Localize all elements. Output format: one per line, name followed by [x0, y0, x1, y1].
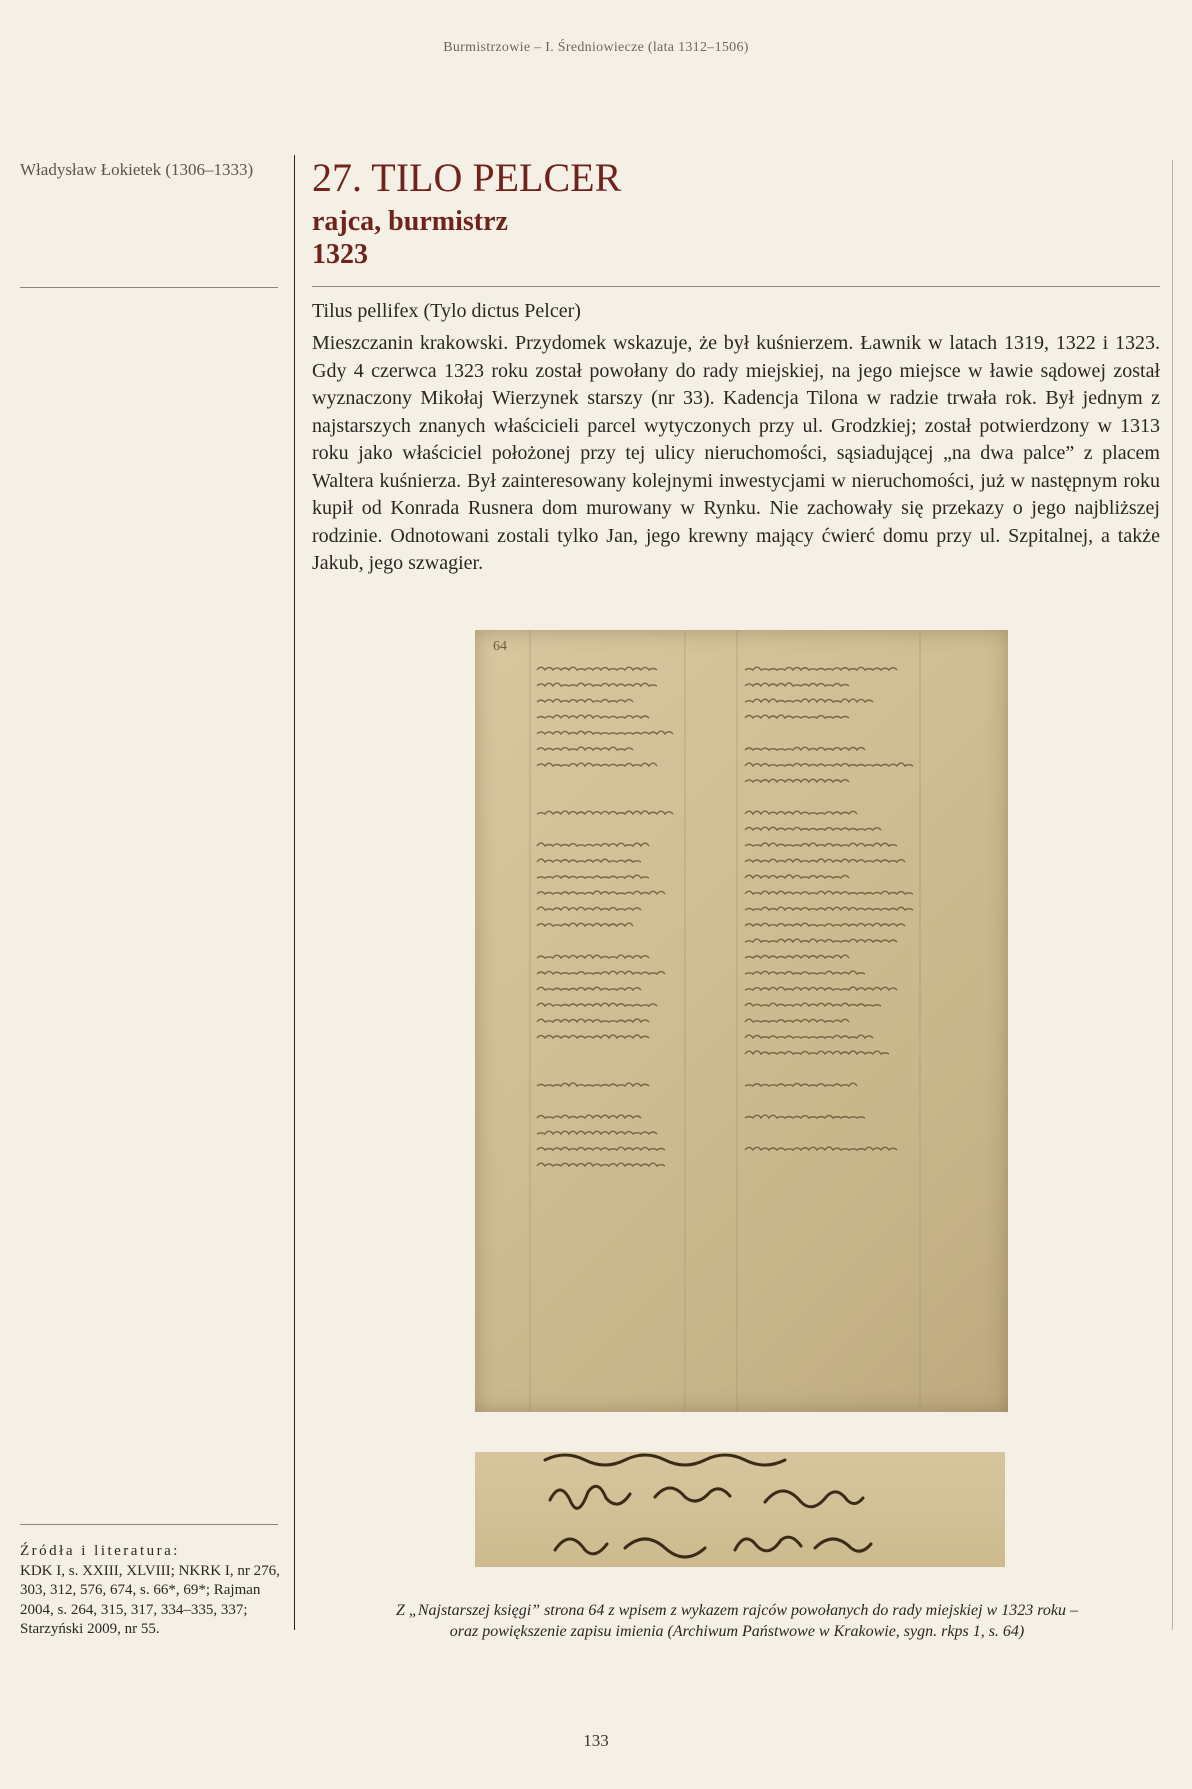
- handwriting-line: [745, 939, 897, 942]
- handwriting-line: [745, 1019, 849, 1022]
- handwriting-line: [745, 843, 897, 846]
- handwriting-line: [537, 1019, 649, 1022]
- handwriting-line: [745, 1051, 889, 1054]
- running-head: Burmistrzowie – I. Średniowiecze (lata 1312–1506): [443, 40, 749, 55]
- handwriting-line: [537, 715, 649, 718]
- handwriting-line: [745, 763, 913, 766]
- manuscript-drawing: [475, 630, 1008, 1412]
- enlargement-drawing: [475, 1452, 1005, 1567]
- entry-header: [312, 155, 1158, 271]
- handwriting-line: [745, 1035, 873, 1038]
- column-divider: [294, 155, 295, 1630]
- handwriting-line: [537, 923, 633, 926]
- entry-number: 27.: [312, 155, 362, 200]
- handwriting-line: [745, 715, 849, 718]
- handwriting-line: [537, 763, 657, 766]
- entry-name: TILO PELCER: [371, 155, 622, 200]
- handwriting-line: [537, 731, 673, 734]
- caption-line-2: oraz powiększenie zapisu imienia (Archiwum Państwowe w Krakowie, sygn. rkps 1, s. 64): [449, 1623, 1025, 1640]
- handwriting-line: [537, 1115, 641, 1118]
- manuscript-image: [475, 630, 1008, 1412]
- handwriting-line: [745, 875, 849, 878]
- manuscript-page-number: 64: [493, 639, 507, 654]
- handwriting-line: [745, 811, 857, 814]
- handwriting-line: [745, 1083, 857, 1086]
- sidebar: [20, 160, 278, 1640]
- handwriting-line: [745, 699, 873, 702]
- handwriting-line: [537, 1003, 657, 1006]
- entry-role: rajca, burmistrz: [312, 206, 508, 237]
- handwriting-line: [745, 1147, 897, 1150]
- handwriting-line: [537, 699, 633, 702]
- handwriting-line: [745, 923, 905, 926]
- reign-label: Władysław Łokietek (1306–1333): [20, 160, 254, 179]
- caption-line-1: Z „Najstarszej księgi” strona 64 z wpisem z wykazem rajców powołanych do rady miejskiej w 1323 roku –: [396, 1602, 1078, 1619]
- handwriting-line: [745, 891, 913, 894]
- handwriting-line: [745, 827, 881, 830]
- handwriting-line: [537, 683, 657, 686]
- latin-name: Tilus pellifex (Tylo dictus Pelcer): [312, 300, 581, 322]
- handwriting-line: [537, 907, 641, 910]
- sources-text: KDK I, s. XXIII, XLVIII; NKRK I, nr 276, 303, 312, 576, 674, s. 66*, 69*; Rajman 2004, s. 264, 315, 317, 334–335, 337; Starzyński 2009, nr 55.: [20, 1562, 280, 1637]
- handwriting-line: [745, 1115, 865, 1118]
- header-divider: [312, 286, 1160, 287]
- biography-text: Mieszczanin krakowski. Przydomek wskazuje, że był kuśnierzem. Ławnik w latach 1319, 1322 i 1323. Gdy 4 czerwca 1323 roku został powołany do rady miejskiej, na jego miejsce w ławie sądowej został wyznaczony Mikołaj Wierzynek starszy (nr 33). Kadencja Tilona w radzie trwała rok. Był jednym z najstarszych znanych właścicieli parcel wytyczonych przy ul. Grodzkiej; został potwierdzony w 1313 roku jako właściciel położonej przy tej ulicy nieruchomości, sąsiadującej „na dwa palce” z placem Waltera kuśnierza. Był zainteresowany kolejnymi inwestycjami w nieruchomości, już w następnym roku kupił od Konrada Rusnera dom murowany w Rynku. Nie zachowały się przekazy o jego najbliższej rodzinie. Odnotowani zostali tylko Jan, jego krewny mający ćwierć domu przy ul. Szpitalnej, a także Jakub, jego szwagier.: [312, 332, 1160, 574]
- handwriting-line: [537, 859, 641, 862]
- handwriting-line: [537, 875, 649, 878]
- handwriting-line: [745, 907, 913, 910]
- sources-divider: [20, 1524, 278, 1525]
- handwriting-line: [745, 987, 897, 990]
- handwriting-line: [537, 1035, 649, 1038]
- handwriting-line: [537, 1083, 649, 1086]
- handwriting-line: [537, 1163, 665, 1166]
- handwriting-line: [745, 859, 905, 862]
- sidebar-divider: [20, 287, 278, 288]
- entry-years: 1323: [312, 239, 368, 270]
- handwriting-line: [537, 955, 649, 958]
- handwriting-line: [537, 811, 673, 814]
- handwriting-line: [537, 843, 649, 846]
- handwriting-line: [745, 683, 849, 686]
- right-margin-rule: [1172, 160, 1173, 1630]
- handwriting-line: [537, 1131, 657, 1134]
- handwriting-line: [537, 971, 665, 974]
- sources-block: [20, 1542, 280, 1640]
- handwriting-line: [745, 779, 849, 782]
- entry-title: [312, 155, 1158, 201]
- handwriting-line: [537, 1147, 665, 1150]
- handwriting-line: [537, 891, 665, 894]
- handwriting-line: [745, 747, 865, 750]
- handwriting-line: [745, 1003, 881, 1006]
- handwriting-line: [745, 667, 897, 670]
- figure-caption: [312, 1600, 1162, 1642]
- page-number: 133: [583, 1731, 609, 1750]
- handwriting-line: [745, 955, 849, 958]
- handwriting-line: [537, 667, 657, 670]
- name-enlargement-image: [475, 1452, 1005, 1567]
- handwriting-line: [537, 987, 641, 990]
- sources-heading: Źródła i literatura:: [20, 1543, 180, 1559]
- handwriting-line: [537, 747, 633, 750]
- handwriting-line: [745, 971, 865, 974]
